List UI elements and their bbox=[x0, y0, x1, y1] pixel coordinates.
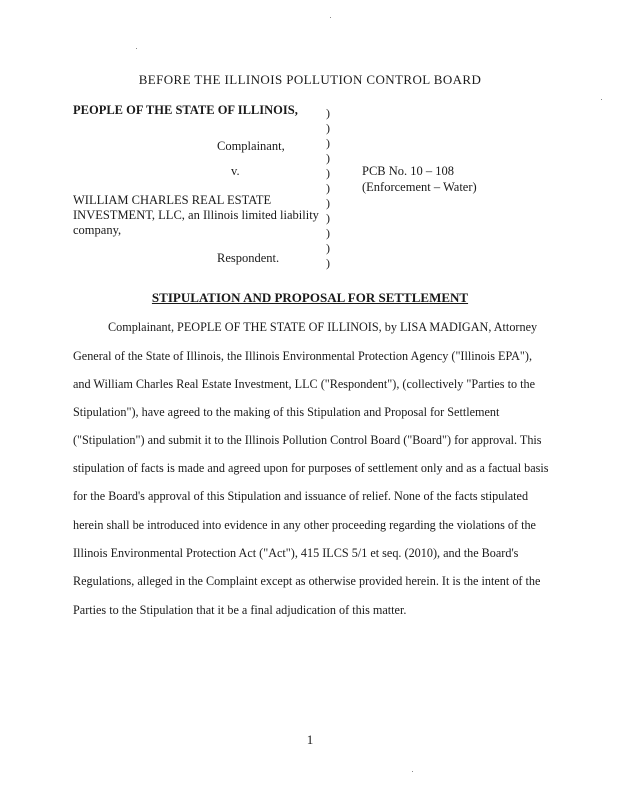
body-line: Stipulation"), have agreed to the making of this Stipulation and Proposal for Settlement bbox=[73, 405, 500, 419]
body-line: Complainant, PEOPLE OF THE STATE OF ILLINOIS, by LISA MADIGAN, Attorney bbox=[108, 320, 538, 334]
body-line: for the Board's approval of this Stipulation and issuance of relief. None of the facts stipulated bbox=[73, 489, 529, 503]
body-line: and William Charles Real Estate Investment, LLC ("Respondent"), (collectively "Parties to the bbox=[73, 377, 535, 391]
caption-paren: ) bbox=[326, 181, 330, 195]
caption-paren: ) bbox=[326, 151, 330, 165]
body-line: Parties to the Stipulation that it be a final adjudication of this matter. bbox=[73, 603, 407, 617]
scan-speck bbox=[412, 771, 413, 772]
case-number: PCB No. 10 – 108 bbox=[362, 164, 455, 178]
caption-paren: ) bbox=[326, 166, 330, 180]
defendant-line: WILLIAM CHARLES REAL ESTATE bbox=[73, 193, 272, 207]
body-line: Illinois Environmental Protection Act ("Act"), 415 ILCS 5/1 et seq. (2010), and the Board's bbox=[73, 546, 519, 560]
complainant-label: Complainant, bbox=[217, 139, 285, 153]
body-line: ("Stipulation") and submit it to the Illinois Pollution Control Board ("Board") for approval. This bbox=[73, 433, 542, 447]
caption-paren: ) bbox=[326, 136, 330, 150]
respondent-label: Respondent. bbox=[217, 251, 280, 265]
defendant-line: company, bbox=[73, 223, 122, 237]
caption-paren: ) bbox=[326, 256, 330, 270]
body-line: General of the State of Illinois, the Illinois Environmental Protection Agency ("Illinois EPA"), bbox=[73, 349, 532, 363]
body-line: Regulations, alleged in the Complaint except as otherwise provided herein. It is the intent of the bbox=[73, 574, 541, 588]
body-line: stipulation of facts is made and agreed upon for purposes of settlement only and as a factual basis bbox=[73, 461, 549, 475]
page-number: 1 bbox=[306, 732, 314, 747]
body-line: herein shall be introduced into evidence in any other proceeding regarding the violations of the bbox=[73, 518, 536, 532]
scan-speck bbox=[601, 99, 602, 100]
versus-label: v. bbox=[231, 164, 240, 178]
court-name: BEFORE THE ILLINOIS POLLUTION CONTROL BOARD bbox=[138, 72, 482, 87]
caption-paren: ) bbox=[326, 226, 330, 240]
caption-paren: ) bbox=[326, 211, 330, 225]
scan-speck bbox=[136, 48, 137, 49]
scan-speck bbox=[330, 17, 331, 18]
caption-paren: ) bbox=[326, 241, 330, 255]
caption-paren: ) bbox=[326, 106, 330, 120]
defendant-line: INVESTMENT, LLC, an Illinois limited liability bbox=[73, 208, 319, 222]
document-title: STIPULATION AND PROPOSAL FOR SETTLEMENT bbox=[151, 290, 469, 305]
caption-paren: ) bbox=[326, 121, 330, 135]
caption-paren: ) bbox=[326, 196, 330, 210]
case-type: (Enforcement – Water) bbox=[362, 180, 477, 194]
plaintiff-name: PEOPLE OF THE STATE OF ILLINOIS, bbox=[73, 103, 298, 117]
